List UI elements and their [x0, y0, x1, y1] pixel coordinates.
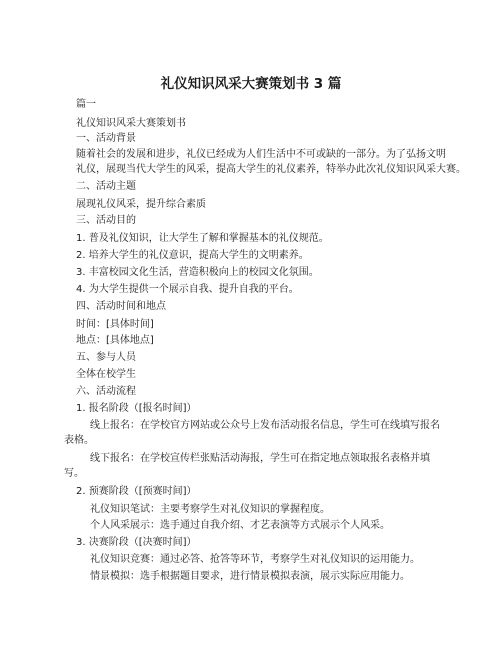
section-heading-process: 六、活动流程 — [76, 386, 136, 397]
purpose-item-4: 4. 为大学生提供一个展示自我、提升自我的平台。 — [76, 284, 299, 295]
background-paragraph-line-2: 礼仪，展现当代大学生的风采，提高大学生的礼仪素养，特举办此次礼仪知识风采大赛。 — [76, 164, 466, 175]
stage3-item-1: 礼仪知识竞赛：通过必答、抢答等环节，考察学生对礼仪知识的运用能力。 — [90, 554, 420, 565]
time-text: 时间：[具体时间] — [76, 319, 154, 330]
section-heading-theme: 二、活动主题 — [76, 181, 136, 192]
theme-text: 展现礼仪风采，提升综合素质 — [76, 199, 206, 210]
background-paragraph-line-1: 随着社会的发展和进步，礼仪已经成为人们生活中不可或缺的一部分。为了弘扬文明 — [76, 149, 446, 160]
part-label: 篇一 — [76, 99, 96, 110]
document-title: 礼仪知识风采大赛策划书 3 篇 — [160, 76, 342, 92]
section-heading-purpose: 三、活动目的 — [76, 215, 136, 226]
stage3-heading: 3. 决赛阶段（[决赛时间]） — [76, 537, 197, 548]
stage1-offline-line-2: 写。 — [64, 468, 84, 479]
participants-text: 全体在校学生 — [76, 369, 136, 380]
document-subtitle: 礼仪知识风采大赛策划书 — [76, 118, 186, 129]
stage1-online-line-1: 线上报名：在学校官方网站或公众号上发布活动报名信息，学生可在线填写报名 — [90, 420, 440, 431]
purpose-item-3: 3. 丰富校园文化生活，营造积极向上的校园文化氛围。 — [76, 267, 319, 278]
purpose-item-1: 1. 普及礼仪知识，让大学生了解和掌握基本的礼仪规范。 — [76, 233, 329, 244]
section-heading-participants: 五、参与人员 — [76, 352, 136, 363]
purpose-item-2: 2. 培养大学生的礼仪意识，提高大学生的文明素养。 — [76, 250, 309, 261]
place-text: 地点：[具体地点] — [76, 335, 154, 346]
stage2-item-1: 礼仪知识笔试：主要考察学生对礼仪知识的掌握程度。 — [90, 504, 330, 515]
section-heading-time-place: 四、活动时间和地点 — [76, 301, 166, 312]
stage2-heading: 2. 预赛阶段（[预赛时间]） — [76, 486, 197, 497]
stage1-online-line-2: 表格。 — [64, 435, 94, 446]
stage2-item-2: 个人风采展示：选手通过自我介绍、才艺表演等方式展示个人风采。 — [90, 520, 390, 531]
stage1-heading: 1. 报名阶段（[报名时间]） — [76, 403, 197, 414]
section-heading-background: 一、活动背景 — [76, 133, 136, 144]
stage1-offline-line-1: 线下报名：在学校宣传栏张贴活动海报，学生可在指定地点领取报名表格并填 — [90, 453, 430, 464]
stage3-item-2: 情景模拟：选手根据题目要求，进行情景模拟表演，展示实际应用能力。 — [90, 571, 410, 582]
